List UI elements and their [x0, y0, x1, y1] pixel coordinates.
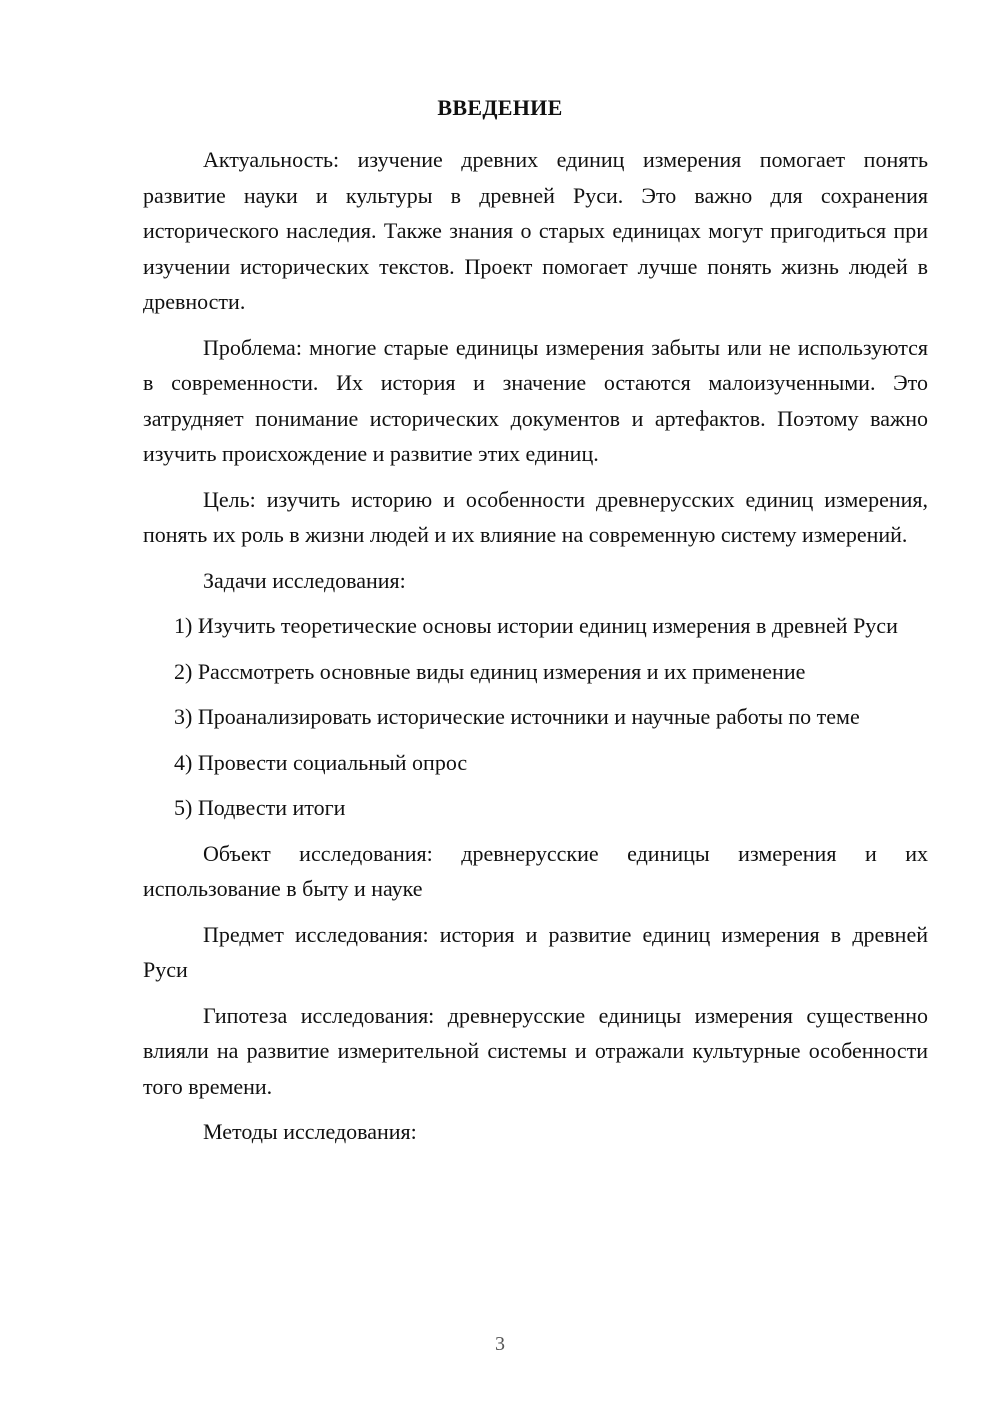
page-number: 3 — [495, 1333, 505, 1355]
task-item-3: 3) Проанализировать исторические источники и научные работы по теме — [174, 704, 860, 729]
task-item-1: 1) Изучить теоретические основы истории единиц измерения в древней Руси — [174, 613, 898, 638]
paragraph-relevance: Актуальность: изучение древних единиц измерения помогает понять развитие науки и культуры в древней Руси. Это важно для сохранения исторического наследия. Также знания о старых единицах могут пригодиться при изучении исторических текстов. Проект помогает лучше понять жизнь людей в древности. — [143, 147, 928, 314]
paragraph-problem: Проблема: многие старые единицы измерения забыты или не используются в современности. Их история и значение остаются малоизученными. Это затрудняет понимание исторических документов и артефактов. Поэтому важно изучить происхождение и развитие этих единиц. — [143, 334, 928, 466]
paragraph-methods: Методы исследования: — [203, 1119, 417, 1144]
paragraph-goal: Цель: изучить историю и особенности древнерусских единиц измерения, понять их роль в жизни людей и их влияние на современную систему измерений. — [143, 486, 928, 547]
paragraph-hypothesis: Гипотеза исследования: древнерусские единицы измерения существенно влияли на развитие измерительной системы и отражали культурные особенности того времени. — [143, 1002, 928, 1099]
paragraph-subject: Предмет исследования: история и развитие единиц измерения в древней Руси — [143, 921, 928, 982]
task-item-5: 5) Подвести итоги — [174, 795, 346, 820]
task-item-4: 4) Провести социальный опрос — [174, 749, 468, 775]
paragraph-tasks-heading: Задачи исследования: — [203, 567, 406, 593]
page-title: ВВЕДЕНИЕ — [437, 95, 563, 120]
paragraph-object: Объект исследования: древнерусские единицы измерения и их использование в быту и науке — [143, 840, 928, 901]
document-body — [143, 142, 928, 1160]
task-item-2: 2) Рассмотреть основные виды единиц измерения и их применение — [174, 658, 806, 684]
